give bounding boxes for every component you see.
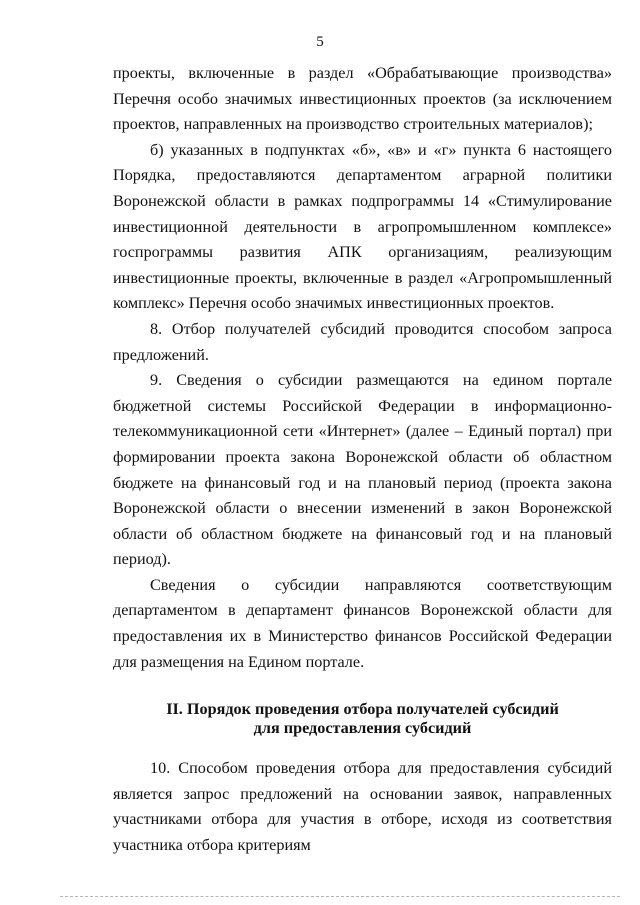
section-title: [113, 700, 612, 738]
paragraph-9: 9. Сведения о субсидии размещаются на едином портале бюджетной системы Российской Федерации в информационно-телекоммуникационной сети «Интернет» (далее – Единый портал) при формировании проекта закона Воронежской области об областном бюджете на финансовый год и на плановый период (проекта закона Воронежской области о внесении изменений в закон Воронежской области об областном бюджете на финансовый год и на плановый период).: [113, 371, 612, 569]
document-body: [113, 61, 612, 859]
paragraph-item-b: б) указанных в подпунктах «б», «в» и «г» пункта 6 настоящего Порядка, предоставляются департаментом аграрной политики Воронежской области в рамках подпрограммы 14 «Стимулирование инвестиционной деятельности в агропромышленном комплексе» госпрограммы развития АПК организациям, реализующим инвестиционные проекты, включенные в раздел «Агропромышленный комплекс» Перечня особо значимых инвестиционных проектов.: [113, 140, 612, 313]
paragraph-subsidy-info: Сведения о субсидии направляются соответствующим департаментом в департамент финансов Воронежской области для предоставления их в Министерство финансов Российской Федерации для размещения на Едином портале.: [113, 575, 612, 671]
section-title-line-2: для предоставления субсидий: [253, 719, 472, 738]
page-number: 5: [316, 34, 324, 50]
paragraph-10: 10. Способом проведения отбора для предоставления субсидий является запрос предложений на основании заявок, направленных участниками отбора для участия в отборе, исходя из соответствия участника отбора критериям: [113, 759, 612, 855]
paragraph-continuation: проекты, включенные в раздел «Обрабатывающие производства» Перечня особо значимых инвестиционных проектов (за исключением проектов, направленных на производство строительных материалов);: [113, 64, 612, 134]
paragraph-8: 8. Отбор получателей субсидий проводится способом запроса предложений.: [113, 319, 612, 364]
page-bottom-divider: [60, 896, 620, 897]
section-title-line-1: II. Порядок проведения отбора получателей субсидий: [166, 700, 559, 719]
